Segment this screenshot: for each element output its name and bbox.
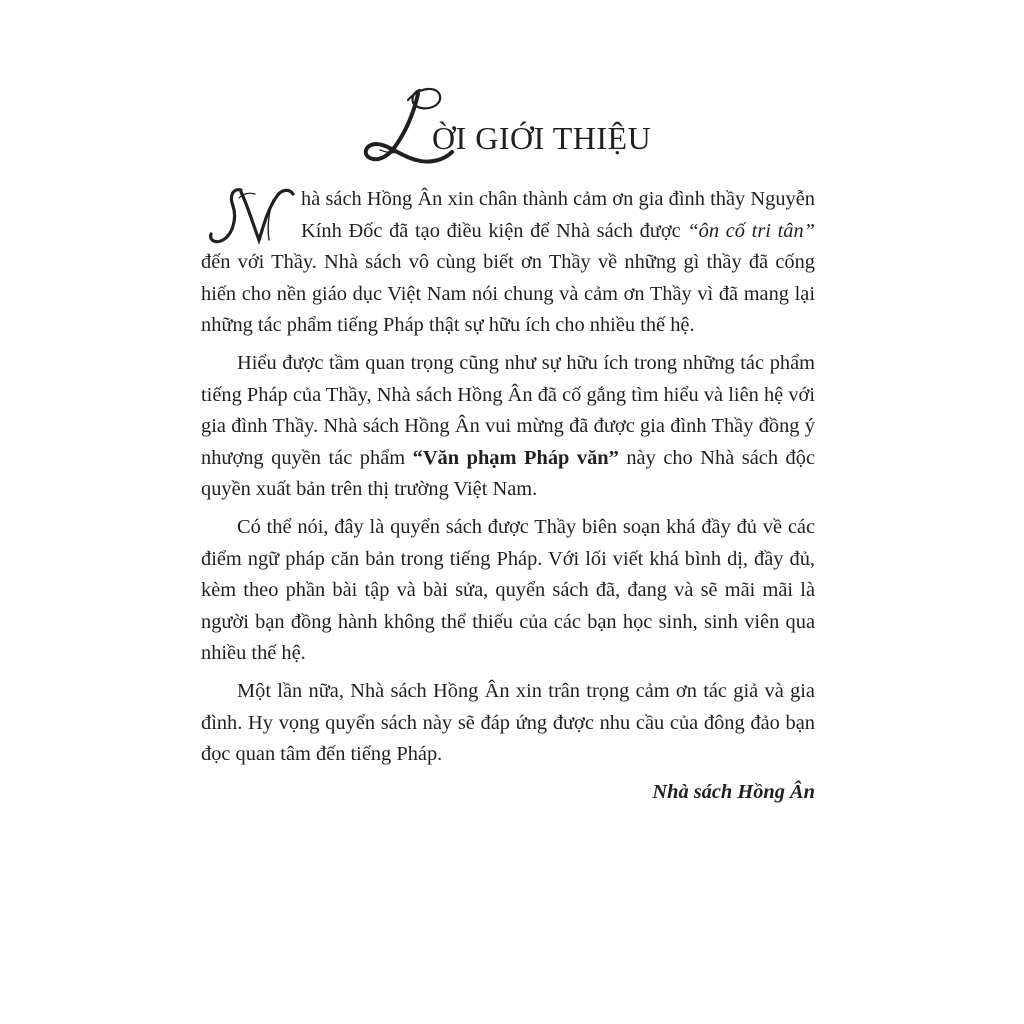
- introduction-body: [201, 184, 815, 808]
- paragraph-2-text-b: này cho Nhà sách độc quyền xuất bản trên thị trường Việt Nam.: [201, 446, 815, 501]
- dropcap-n: [197, 184, 301, 246]
- paragraph-2: [201, 348, 815, 506]
- paragraph-1-text-a: hà sách Hồng Ân xin chân thành cảm ơn gia đình thầy Nguyễn Kính Đốc đã tạo điều kiện để Nhà sách được: [301, 188, 815, 242]
- paragraph-4: Một lần nữa, Nhà sách Hồng Ân xin trân trọng cảm ơn tác giả và gia đình. Hy vọng quyển sách này sẽ đáp ứng được nhu cầu của đông đảo bạn đọc quan tâm đến tiếng Pháp.: [201, 679, 815, 766]
- paragraph-2-book-title: “Văn phạm Pháp văn”: [412, 446, 619, 469]
- paragraph-3: Có thể nói, đây là quyển sách được Thầy biên soạn khá đầy đủ về các điểm ngữ pháp căn bản trong tiếng Pháp. Với lối viết khá bình dị, đầy đủ, kèm theo phần bài tập và bài sửa, quyển sách đã, đang và sẽ mãi mãi là người bạn đồng hành không thể thiếu của các bạn học sinh, sinh viên qua nhiều thế hệ.: [201, 515, 815, 665]
- paragraph-2-text-a: Hiểu được tầm quan trọng cũng như sự hữu ích trong những tác phẩm tiếng Pháp của Thầy, Nhà sách Hồng Ân đã cố gắng tìm hiểu và liên hệ với gia đình Thầy. Nhà sách Hồng Ân vui mừng đã được gia đình Thầy đồng ý nhượng quyền tác phẩm: [201, 351, 815, 469]
- signature: Nhà sách Hồng Ân: [652, 780, 815, 803]
- paragraph-1-quote: “ôn cố tri tân”: [687, 219, 815, 242]
- title-text: ỜI GIỚI THIỆU: [432, 120, 652, 156]
- page-title: [360, 82, 680, 168]
- paragraph-1: [201, 184, 815, 342]
- paragraph-1-text-b: đến với Thầy. Nhà sách vô cùng biết ơn Thầy về những gì thầy đã cống hiến cho nền giáo dục Việt Nam nói chung và cảm ơn Thầy vì đã mang lại những tác phẩm tiếng Pháp thật sự hữu ích cho nhiều thế hệ.: [201, 251, 815, 337]
